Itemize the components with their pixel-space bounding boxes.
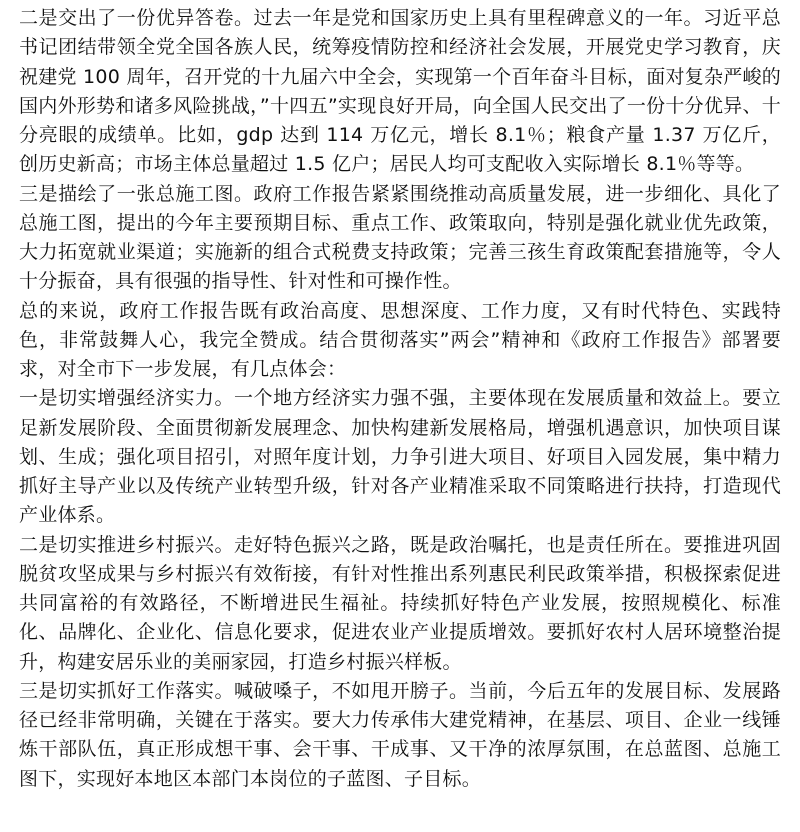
- paragraph-construction-plan: 三是描绘了一张总施工图。政府工作报告紧紧围绕推动高质量发展，进一步细化、具化了总施工图，提出的今年主要预期目标、重点工作、政策取向，特别是强化就业优先政策，大力拓宽就业渠道；实施新的组合式税费支持政策；完善三孩生育政策配套措施等，令人十分振奋，具有很强的指导性、针对性和可操作性。: [19, 182, 781, 293]
- paragraph-work-implementation: 三是切实抓好工作落实。喊破嗓子，不如甩开膀子。当前，今后五年的发展目标、发展路径已经非常明确，关键在于落实。要大力传承伟大建党精神，在基层、项目、企业一线锤炼干部队伍，真正形成想干事、会干事、干成事、又干净的浓厚氛围，在总蓝图、总施工图下，实现好本地区本部门本岗位的子蓝图、子目标。: [19, 679, 781, 790]
- paragraph-summary: 总的来说，政府工作报告既有政治高度、思想深度、工作力度，又有时代特色、实践特色，非常鼓舞人心，我完全赞成。结合贯彻落实”两会”精神和《政府工作报告》部署要求，对全市下一步发展，有几点体会：: [19, 299, 781, 380]
- paragraph-rural-revitalization: 二是切实推进乡村振兴。走好特色振兴之路，既是政治嘱托，也是责任所在。要推进巩固脱贫攻坚成果与乡村振兴有效衔接，有针对性推出系列惠民利民政策举措，积极探索促进共同富裕的有效路径，不断增进民生福祉。持续抓好特色产业发展，按照规模化、标准化、品牌化、企业化、信息化要求，促进农业产业提质增效。要抓好农村人居环境整治提升，构建安居乐业的美丽家园，打造乡村振兴样板。: [19, 533, 781, 673]
- paragraph-answer-sheet: 二是交出了一份优异答卷。过去一年是党和国家历史上具有里程碑意义的一年。习近平总书记团结带领全党全国各族人民，统筹疫情防控和经济社会发展，开展党史学习教育，庆祝建党 100 周年，召开党的十九届六中全会，实现第一个百年奋斗目标，面对复杂严峻的国内外形势和诸多风险挑战，”十四五”实现良好开局，向全国人民交出了一份十分优异、十分亮眼的成绩单。比如，gdp 达到 114 万亿元，增长 8.1％；粮食产量 1.37 万亿斤，创历史新高；市场主体总量超过 1.5 亿户；居民人均可支配收入实际增长 8.1％等等。: [19, 7, 781, 176]
- paragraph-economic-strength: 一是切实增强经济实力。一个地方经济实力强不强，主要体现在发展质量和效益上。要立足新发展阶段、全面贯彻新发展理念、加快构建新发展格局，增强机遇意识，加快项目谋划、生成；强化项目招引，对照年度计划，力争引进大项目、好项目入园发展，集中精力抓好主导产业以及传统产业转型升级，针对各产业精准采取不同策略进行扶持，打造现代产业体系。: [19, 387, 781, 527]
